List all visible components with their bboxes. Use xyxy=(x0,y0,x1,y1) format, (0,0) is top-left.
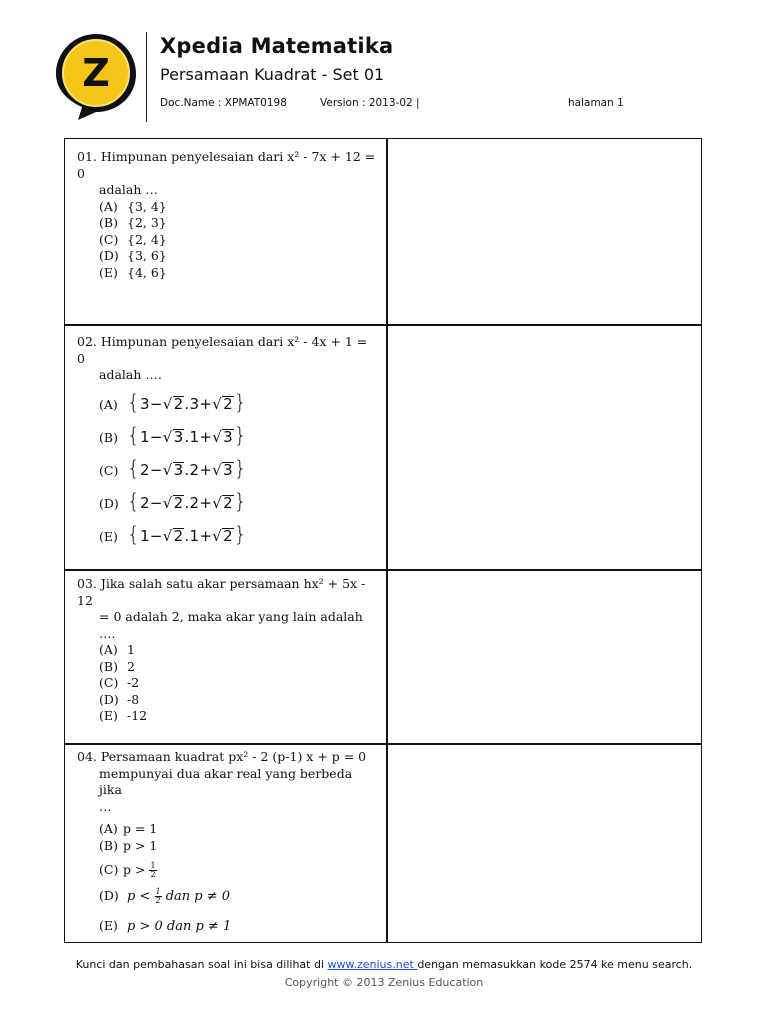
doc-version: Version : 2013-02 | xyxy=(320,97,420,109)
row-divider xyxy=(65,569,701,571)
question-stem: 04. Persamaan kuadrat px² - 2 (p-1) x + p = 0 xyxy=(77,749,367,764)
option: (E) -12 xyxy=(99,708,148,723)
doc-name: Doc.Name : XPMAT0198 xyxy=(160,97,287,109)
question-stem: 01. Himpunan penyelesaian dari x² - 7x + 12 = 0 xyxy=(77,149,376,181)
option: (B) {1−√3.1+√3} xyxy=(99,422,247,447)
question-2 xyxy=(77,334,377,559)
question-4 xyxy=(77,749,377,935)
option: (C) -2 xyxy=(99,675,140,690)
copyright: Copyright © 2013 Zenius Education xyxy=(284,976,484,989)
option: (E) {1−√2.1+√2} xyxy=(99,521,247,546)
option: (D) {2−√2.2+√2} xyxy=(99,488,247,513)
question-table xyxy=(64,138,702,943)
option: (A) {3−√2.3+√2} xyxy=(99,389,247,414)
footer-note: Kunci dan pembahasan soal ini bisa dilihat di www.zenius.net dengan memasukkan kode 2574 ke menu search. xyxy=(75,958,693,971)
question-stem: 03. Jika salah satu akar persamaan hx² + 5x - 12 xyxy=(77,576,366,608)
option: (C) p > $\frac{1}{2}$ xyxy=(99,860,156,879)
row-divider xyxy=(65,743,701,745)
option: (E) p > 0 dan p ≠ 1 xyxy=(99,917,232,934)
option: (D) {3, 6} xyxy=(99,248,167,263)
page-number: halaman 1 xyxy=(568,97,624,109)
option: (D) -8 xyxy=(99,691,140,707)
zenius-link[interactable]: www.zenius.net xyxy=(327,958,418,971)
option: (A) {3, 4} xyxy=(99,198,167,214)
option: (A) 1 xyxy=(99,642,135,657)
row-divider xyxy=(65,324,701,326)
option: (D) p < $\frac{1}{2}$ dan p ≠ 0 xyxy=(99,886,231,905)
column-divider xyxy=(386,139,388,942)
option: (E) {4, 6} xyxy=(99,264,167,280)
option: (C) {2−√3.2+√3} xyxy=(99,455,247,480)
page-title: Xpedia Matematika xyxy=(160,34,394,58)
logo-letter: Z xyxy=(82,51,110,95)
page-subtitle: Persamaan Kuadrat - Set 01 xyxy=(160,65,385,84)
question-stem: 02. Himpunan penyelesaian dari x² - 4x + 1 = 0 xyxy=(77,334,368,366)
question-stem-cont: … xyxy=(99,798,112,814)
question-stem-cont: adalah … xyxy=(99,182,158,197)
option: (B) 2 xyxy=(99,658,135,674)
question-stem-cont: adalah …. xyxy=(99,367,162,382)
option: (C) {2, 4} xyxy=(99,231,167,247)
question-stem-cont: mempunyai dua akar real yang berbeda jika xyxy=(99,765,353,797)
option: (A) p = 1 xyxy=(99,821,158,836)
option: (B) p > 1 xyxy=(99,837,158,853)
header-divider xyxy=(146,32,147,122)
question-3 xyxy=(77,576,377,725)
question-stem-cont: = 0 adalah 2, maka akar yang lain adalah …. xyxy=(99,609,363,641)
option: (B) {2, 3} xyxy=(99,215,167,230)
zenius-logo xyxy=(52,30,140,122)
question-1 xyxy=(77,149,377,281)
